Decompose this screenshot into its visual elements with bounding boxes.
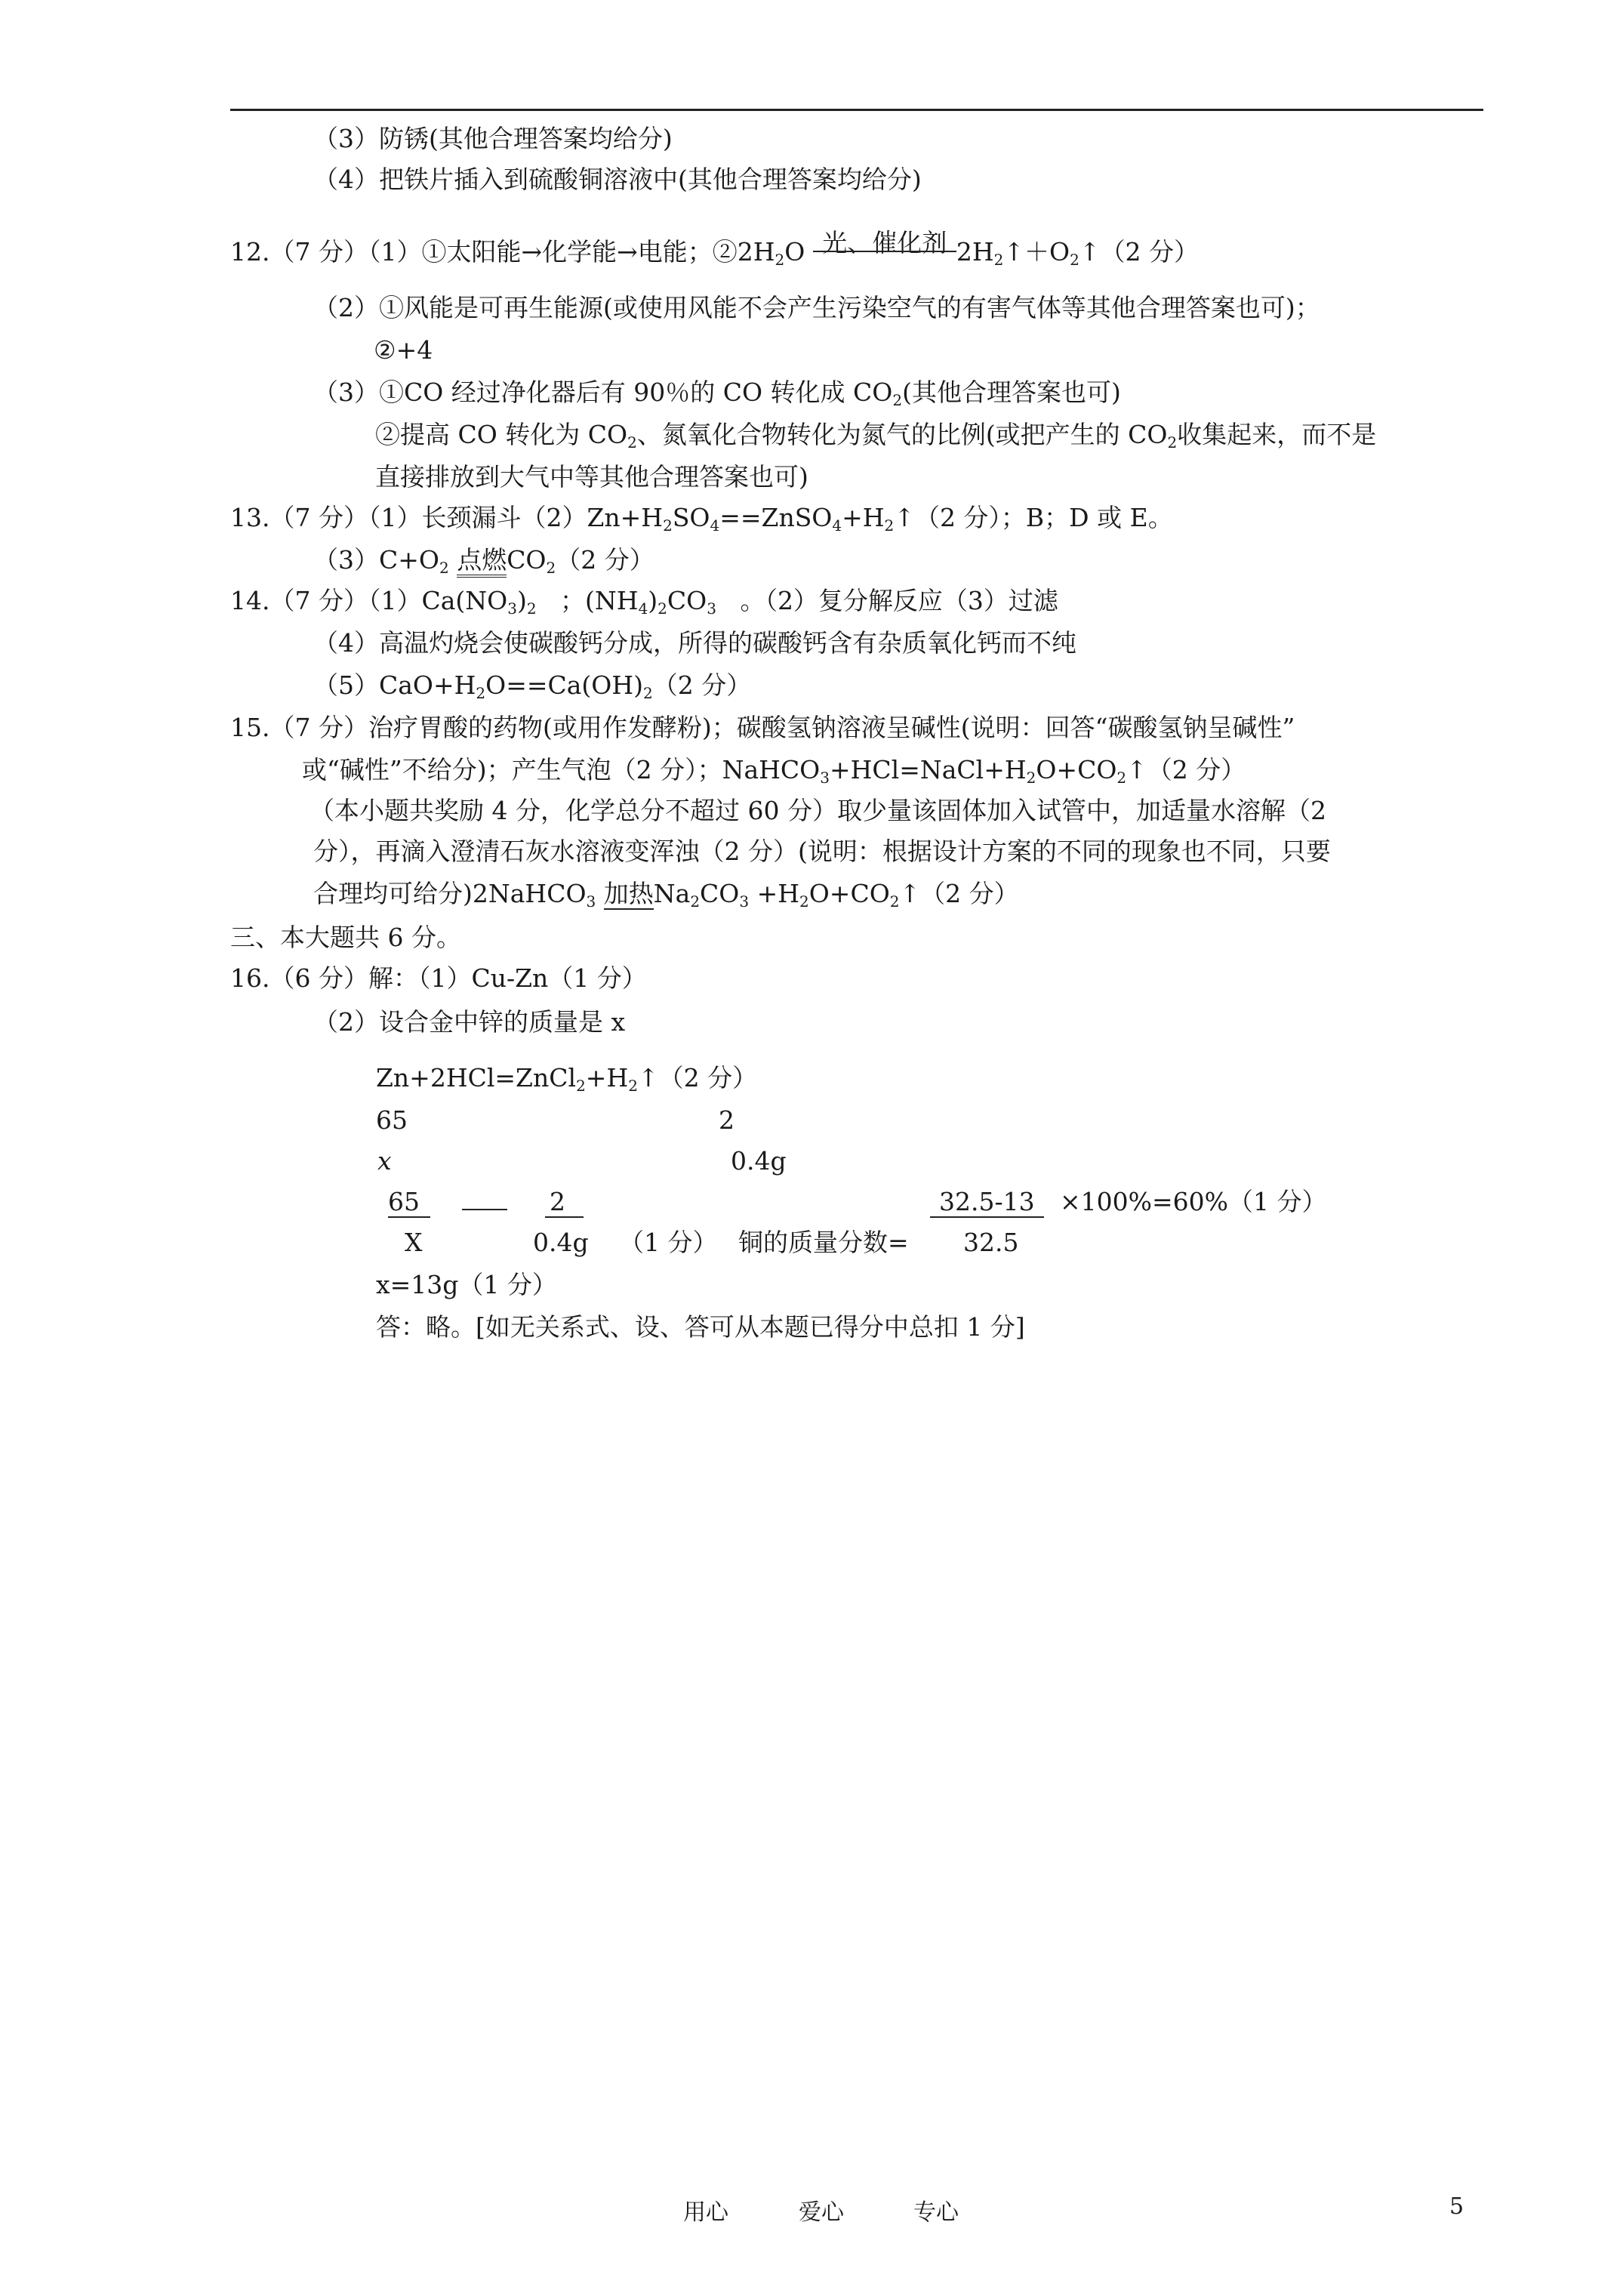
answer-15-b: 或“碱性”不给分)；产生气泡（2 分）；$NaHCO_3+HCl=NaCl+H_2O+CO_2↑(2$ 分） xyxy=(302,755,1246,787)
footer-motto-2: 爱心 xyxy=(799,2199,844,2226)
fraction-equals-bar xyxy=(462,1187,507,1217)
ratio-65: 65 xyxy=(376,1105,408,1135)
answer-12-1: 12.（7 分）（1）①太阳能→化学能→电能；$②2H_2O$ 光、催化剂 $2H_2↑+O_2↑(2$ 分） xyxy=(230,228,1199,269)
ratio-0-4g: 0.4g xyxy=(731,1146,787,1176)
section-3-heading: 三、本大题共 6 分。 xyxy=(230,923,461,952)
ratio-2: 2 xyxy=(719,1105,735,1135)
footer-motto-1: 用心 xyxy=(683,2199,728,2226)
copper-fraction-denominator: 32.5 xyxy=(963,1228,1019,1257)
ratio-x: x xyxy=(377,1146,392,1176)
answer-15-c: （本小题共奖励 4 分，化学总分不超过 60 分）取少量该固体加入试管中，加适量水溶解（2 xyxy=(310,796,1326,825)
fraction-x-denominator: X xyxy=(405,1228,423,1257)
answer-14-4: （4）高温灼烧会使碳酸钙分成，所得的碳酸钙含有杂质氧化钙而不纯 xyxy=(313,628,1076,658)
answer-12-3c: 直接排放到大气中等其他合理答案也可) xyxy=(375,462,808,492)
fraction-score: （1 分） xyxy=(619,1228,718,1257)
answer-12-3a: （3）①CO 经过净化器后有 90％的 CO 转化成 $CO_2$(其他合理答案也可) xyxy=(313,378,1121,409)
answer-16-2: （2）设合金中锌的质量是 x xyxy=(313,1007,626,1037)
answer-14-5: $(5)CaO+H_2O==Ca(OH)_2(2$ 分） xyxy=(313,670,752,702)
header-rule xyxy=(230,109,1483,111)
reaction-arrow-light-catalyst: 光、催化剂 xyxy=(813,237,956,267)
answer-12-3b: ②提高 CO 转化为 $CO_2$、氮氧化合物转化为氮气的比例(或把产生的 $CO_2$收集起来，而不是 xyxy=(375,420,1377,451)
answer-12-2b: ②+4 xyxy=(374,335,433,365)
fraction-2-numerator: 2 xyxy=(545,1187,584,1217)
equation-zn-hcl: $Zn+2HCl=ZnCl_2+H_2↑(2$ 分） xyxy=(376,1063,758,1095)
answer-15-d: 分），再滴入澄清石灰水溶液变浑浊（2 分）(说明：根据设计方案的不同的现象也不同，只要 xyxy=(313,837,1331,866)
answer-12-2a: （2）①风能是可再生能源(或使用风能不会产生污染空气的有害气体等其他合理答案也可)； xyxy=(313,293,1320,322)
copper-fraction-result: ×100%=60%（1 分） xyxy=(1060,1187,1327,1216)
answer-15-a: 15.（7 分）治疗胃酸的药物(或用作发酵粉)；碳酸氢钠溶液呈碱性(说明：回答“碳酸氢钠呈碱性” xyxy=(230,713,1295,742)
answer-14-1: 14.（7 分）$(1)Ca(NO_3)_2$ ；$(NH_4)_2CO_3$ 。（2）复分解反应（3）过滤 xyxy=(230,586,1058,618)
footer-motto-3: 专心 xyxy=(913,2199,959,2226)
copper-fraction-numerator: 32.5-13 xyxy=(930,1187,1044,1217)
result-x-13g: x=13g（1 分） xyxy=(376,1270,557,1299)
reaction-condition-heat: 加热 xyxy=(603,879,654,908)
answer-11-4: （4）把铁片插入到硫酸铜溶液中(其他合理答案均给分) xyxy=(313,165,922,194)
answer-13: 13.（7 分）（1）长颈漏斗$(2)Zn+H_2SO_4==ZnSO_4+H_2↑(2$ 分）；B；D 或 E。 xyxy=(230,503,1173,535)
answer-13-3: $(3)C+O_2$ 点燃$CO_2(2$ 分） xyxy=(313,545,654,577)
copper-mass-fraction-label: 铜的质量分数= xyxy=(738,1228,909,1257)
fraction-65-numerator: 65 xyxy=(388,1187,430,1217)
answer-15-e: 合理均可给分)2NaHCO$_3$ 加热$Na_2CO_3$ $+H_2O+CO_2↑(2$ 分） xyxy=(313,879,1019,911)
answer-conclusion: 答：略。[如无关系式、设、答可从本题已得分中总扣 1 分] xyxy=(376,1312,1025,1342)
answer-11-3: （3）防锈(其他合理答案均给分) xyxy=(313,124,673,153)
page-number: 5 xyxy=(1449,2193,1464,2220)
fraction-0-4g-denominator: 0.4g xyxy=(533,1228,589,1257)
answer-16-1: 16.（6 分）解：（1）Cu-Zn（1 分） xyxy=(230,963,647,993)
reaction-condition-ignite: 点燃 xyxy=(457,545,507,578)
